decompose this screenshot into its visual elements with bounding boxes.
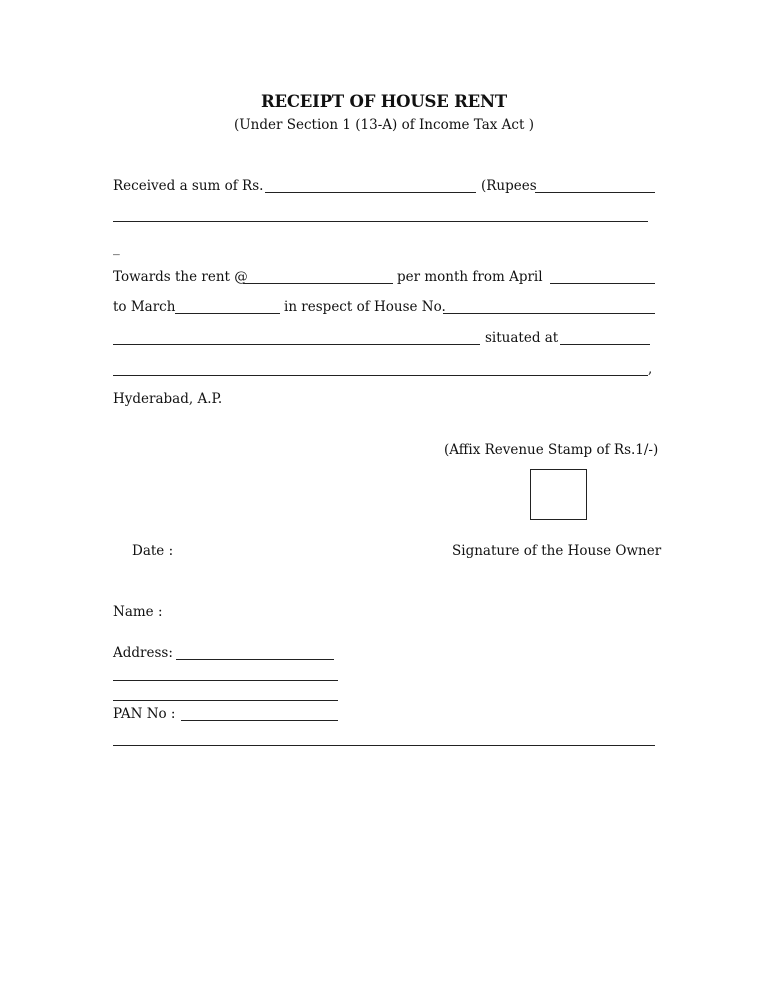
name-label: Name : [113,604,163,620]
address-label: Address: [113,645,173,661]
date-label: Date : [132,543,174,559]
signature-label: Signature of the House Owner [452,543,662,559]
situated-at-label: situated at [485,330,559,346]
amount-blank[interactable] [265,192,476,193]
comma-mark: , [648,361,653,377]
to-march-label: to March [113,299,176,315]
rupees-words-continuation-blank[interactable] [113,221,648,222]
situated-at-blank[interactable] [560,344,650,345]
address-blank-3[interactable] [113,700,338,701]
pan-label: PAN No : [113,706,176,722]
address-blank-1[interactable] [176,659,334,660]
per-month-label: per month from April [397,269,543,285]
pan-blank[interactable] [181,720,338,721]
city-label: Hyderabad, A.P. [113,391,223,407]
march-year-blank[interactable] [175,313,280,314]
rupees-words-blank[interactable] [535,192,655,193]
receipt-title: RECEIPT OF HOUSE RENT [260,92,507,111]
rent-rate-blank[interactable] [243,283,393,284]
april-year-blank[interactable] [550,283,655,284]
received-label: Received a sum of Rs. [113,178,264,194]
towards-rent-label: Towards the rent @ [113,269,248,285]
dash-mark: _ [113,240,120,256]
receipt-subtitle: (Under Section 1 (13-A) of Income Tax Act ) [234,117,534,133]
bottom-rule [113,745,655,746]
location-blank[interactable] [113,375,648,376]
revenue-stamp-box [530,469,587,520]
house-no-blank[interactable] [443,313,655,314]
address-blank-2[interactable] [113,680,338,681]
revenue-stamp-label: (Affix Revenue Stamp of Rs.1/-) [444,442,659,458]
house-description-blank[interactable] [113,344,480,345]
rupees-label: (Rupees [481,178,537,194]
house-no-label: in respect of House No. [284,299,446,315]
